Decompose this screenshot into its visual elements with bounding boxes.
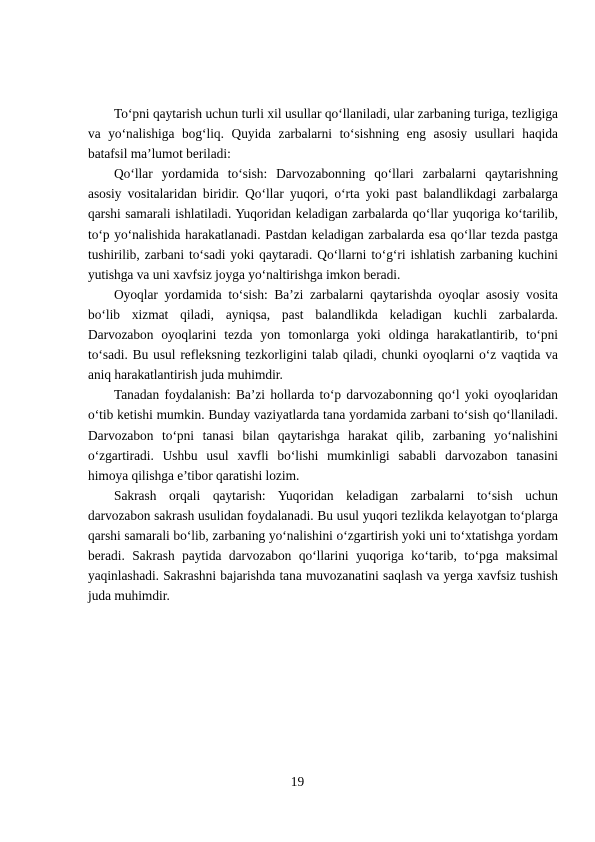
paragraph-body-blocking: Tanadan foydalanish: Ba’zi hollarda to‘p darvozabonning qo‘l yoki oyoqlaridan o‘tib ketishi mumkin. Bunday vaziyatlarda tana yordamida zarbani to‘sish qo‘llaniladi. Darvozabon to‘pni tanasi bilan qaytarishga harakat qilib, zarbaning yo‘nalishini o‘zgartiradi. Ushbu usul xavfli bo‘lishi mumkinligi sababli darvozabon tanasini himoya qilishga e’tibor qaratishi lozim. xyxy=(88,387,558,483)
document-body xyxy=(88,104,558,606)
paragraph-jump-blocking: Sakrash orqali qaytarish: Yuqoridan keladigan zarbalarni to‘sish uchun darvozabon sakrash usulidan foydalanadi. Bu usul yuqori tezlikda kelayotgan to‘plarga qarshi samarali bo‘lib, zarbaning yo‘nalishini o‘zgartirish yoki uni to‘xtatishga yordam beradi. Sakrash paytida darvozabon qo‘llarini yuqoriga ko‘tarib, to‘pga maksimal yaqinlashadi. Sakrashni bajarishda tana muvozanatini saqlash va yerga xavfsiz tushish juda muhimdir. xyxy=(88,487,558,604)
paragraph-legs-blocking: Oyoqlar yordamida to‘sish: Ba’zi zarbalarni qaytarishda oyoqlar asosiy vosita bo‘lib xizmat qiladi, ayniqsa, past balandlikda keladigan kuchli zarbalarda. Darvozabon oyoqlarini tezda yon tomonlarga yoki oldinga harakatlantirib, to‘pni to‘sadi. Bu usul refleksning tezkorligini talab qiladi, chunki oyoqlarni o‘z vaqtida va aniq harakatlantirish juda muhimdir. xyxy=(88,286,558,383)
page-number: 19 xyxy=(290,774,305,789)
paragraph-intro: To‘pni qaytarish uchun turli xil usullar qo‘llaniladi, ular zarbaning turiga, tezligiga va yo‘nalishiga bog‘liq. Quyida zarbalarni to‘sishning eng asosiy usullari haqida batafsil ma’lumot beriladi: xyxy=(88,106,558,162)
paragraph-hands-blocking: Qo‘llar yordamida to‘sish: Darvozabonning qo‘llari zarbalarni qaytarishning asosiy vositalaridan biridir. Qo‘llar yuqori, o‘rta yoki past balandlikdagi zarbalarga qarshi samarali ishlatiladi. Yuqoridan keladigan zarbalarda qo‘llar yuqoriga ko‘tarilib, to‘p yo‘nalishida harakatlanadi. Pastdan keladigan zarbalarda esa qo‘llar tezda pastga tushirilib, zarbani to‘sadi yoki qaytaradi. Qo‘llarni to‘g‘ri ishlatish zarbaning kuchini yutishga va uni xavfsiz joyga yo‘naltirishga imkon beradi. xyxy=(88,166,558,282)
